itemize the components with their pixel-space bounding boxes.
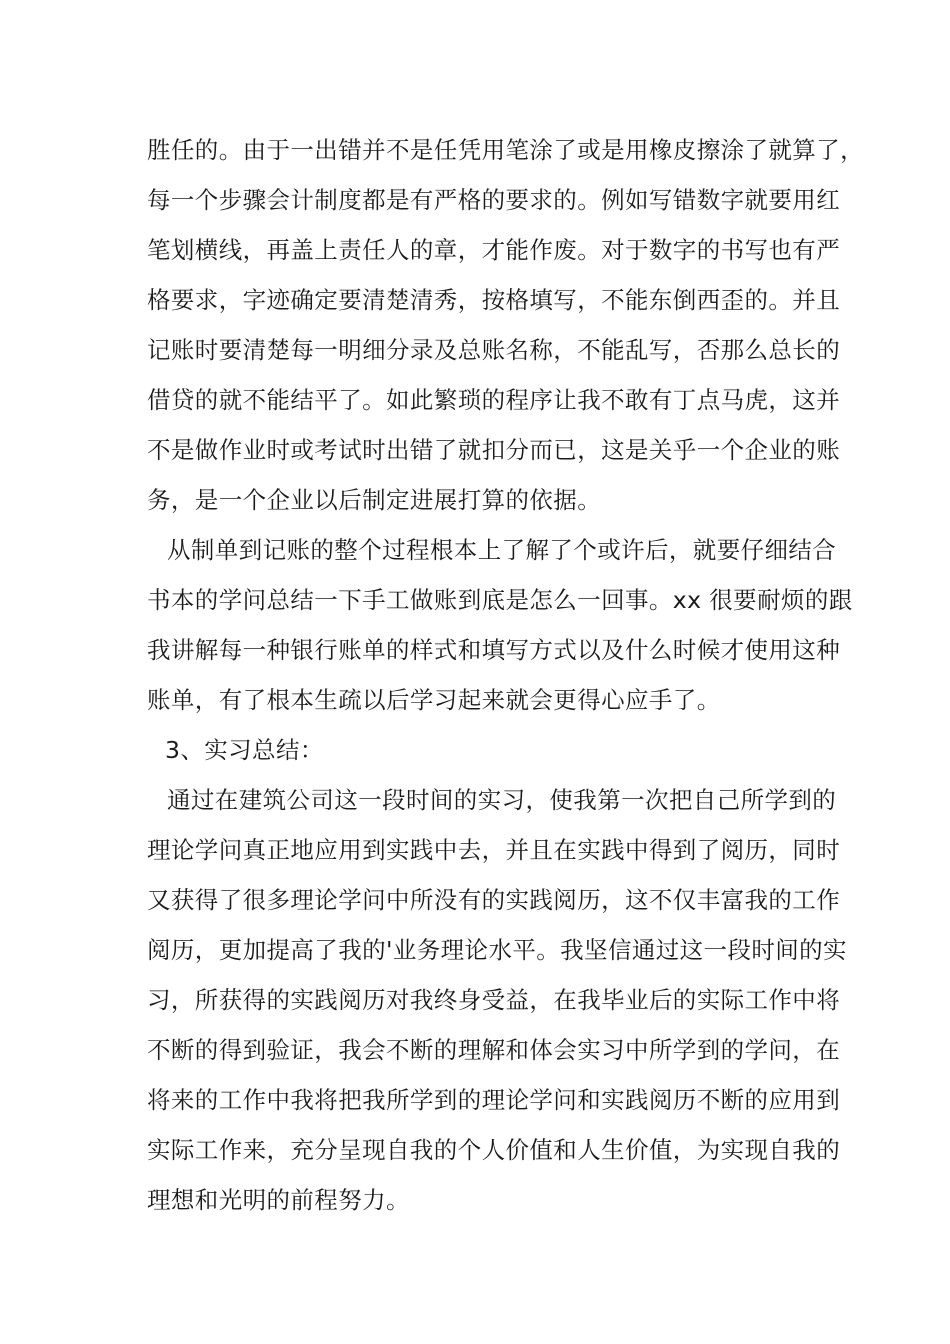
paragraph-line: 从制单到记账的整个过程根本上了解了个或许后，就要仔细结合 [167,536,837,564]
paragraph-line: 通过在建筑公司这一段时间的实习，使我第一次把自己所学到的 [167,786,837,814]
paragraph-line: 实际工作来，充分呈现自我的个人价值和人生价值，为实现自我的 [147,1136,841,1164]
paragraph-line: 理想和光明的前程努力。 [147,1186,410,1214]
paragraph-line: 不断的得到验证，我会不断的理解和体会实习中所学到的学问，在 [147,1036,841,1064]
paragraph-line: 记账时要清楚每一明细分录及总账名称，不能乱写，否那么总长的 [147,336,841,364]
paragraph-line: 笔划横线，再盖上责任人的章，才能作废。对于数字的书写也有严 [147,236,841,264]
paragraph-line: 胜任的。由于一出错并不是任凭用笔涂了或是用橡皮擦涂了就算了， [147,136,864,164]
section-heading: 3、实习总结： [165,736,324,764]
paragraph-line: 习，所获得的实践阅历对我终身受益，在我毕业后的实际工作中将 [147,986,841,1014]
paragraph-line: 不是做作业时或考试时出错了就扣分而已，这是关乎一个企业的账 [147,436,841,464]
paragraph-line: 账单，有了根本生疏以后学习起来就会更得心应手了。 [147,686,721,714]
paragraph-line: 又获得了很多理论学问中所没有的实践阅历，这不仅丰富我的工作 [147,886,841,914]
paragraph-line: 每一个步骤会计制度都是有严格的要求的。例如写错数字就要用红 [147,186,841,214]
paragraph-line: 格要求，字迹确定要清楚清秀，按格填写，不能东倒西歪的。并且 [147,286,841,314]
paragraph-line: 书本的学问总结一下手工做账到底是怎么一回事。xx 很要耐烦的跟 [147,586,853,614]
paragraph-line: 借贷的就不能结平了。如此繁琐的程序让我不敢有丁点马虎，这并 [147,386,841,414]
paragraph-line: 阅历，更加提高了我的'业务理论水平。我坚信通过这一段时间的实 [147,936,847,964]
paragraph-line: 我讲解每一种银行账单的样式和填写方式以及什么时候才使用这种 [147,636,841,664]
paragraph-line: 务，是一个企业以后制定进展打算的依据。 [147,486,602,514]
paragraph-line: 将来的工作中我将把我所学到的理论学问和实践阅历不断的应用到 [147,1086,841,1114]
paragraph-line: 理论学问真正地应用到实践中去，并且在实践中得到了阅历，同时 [147,836,841,864]
